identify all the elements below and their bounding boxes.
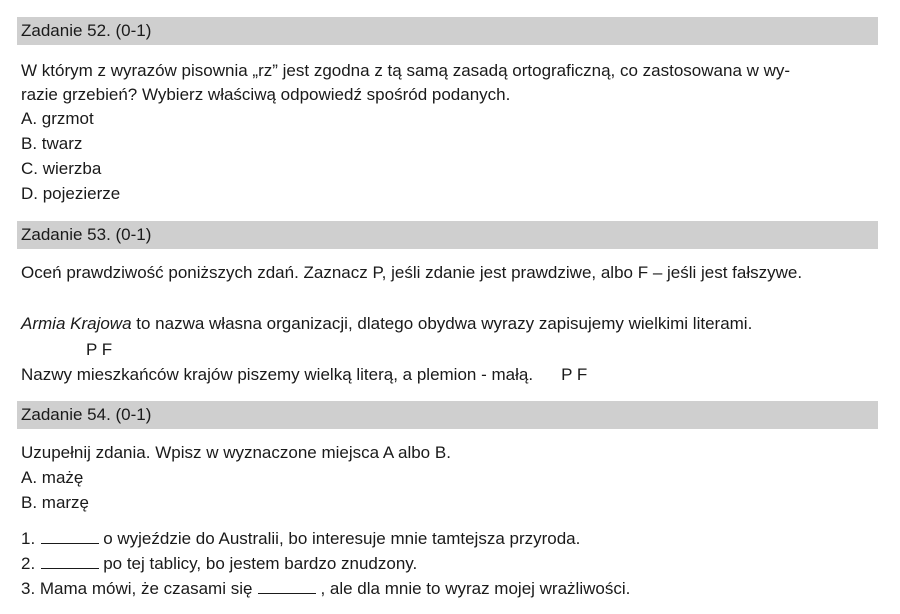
task-52-option-a: A. grzmot [21,109,94,128]
item-2-blank[interactable] [41,554,99,569]
task-53-statement-2-pf[interactable]: P F [561,365,588,384]
item-1-blank[interactable] [41,529,99,544]
task-53-statement-2 [21,364,587,386]
statement-1-text: to nazwa własna organizacji, dlatego obydwa wyrazy zapisujemy wielkimi literami. [131,314,753,333]
task-53-header: Zadanie 53. (0-1) [17,221,878,249]
item-2-number: 2. [21,554,36,573]
task-54-item-1 [21,528,580,550]
item-1-number: 1. [21,529,36,548]
task-54-instruction: Uzupełnij zdania. Wpisz w wyznaczone miejsca A albo B. [21,443,451,462]
task-53-instruction: Oceń prawdziwość poniższych zdań. Zaznacz P, jeśli zdanie jest prawdziwe, albo F – jeśli jest fałszywe. [21,263,803,282]
task-53-statement-1-pf[interactable]: P F [86,340,113,359]
task-54-item-2 [21,553,417,575]
item-3-text-pre: 3. Mama mówi, że czasami się [21,579,253,598]
task-52-option-c: C. wierzba [21,159,102,178]
task-53-statement-1 [21,313,752,335]
task-52-option-b: B. twarz [21,134,83,153]
statement-1-italic-term: Armia Krajowa [21,314,132,333]
task-54-header: Zadanie 54. (0-1) [17,401,878,429]
task-52-option-d: D. pojezierze [21,184,121,203]
statement-2-text: Nazwy mieszkańców krajów piszemy wielką literą, a plemion - małą. [21,365,534,384]
task-52-header: Zadanie 52. (0-1) [17,17,878,45]
item-3-blank[interactable] [258,579,316,594]
task-54-option-b: B. marzę [21,493,90,512]
item-1-text: o wyjeździe do Australii, bo interesuje mnie tamtejsza przyroda. [103,529,581,548]
item-3-text-post: , ale dla mnie to wyraz mojej wrażliwości. [320,579,631,598]
task-54-item-3 [21,578,630,600]
task-52-question-line1: W którym z wyrazów pisownia „rz” jest zgodna z tą samą zasadą ortograficzną, co zastosowana w wy- [21,61,791,80]
task-52-question-line2: razie grzebień? Wybierz właściwą odpowiedź spośród podanych. [21,85,511,104]
item-2-text: po tej tablicy, bo jestem bardzo znudzony. [103,554,418,573]
task-54-option-a: A. mażę [21,468,84,487]
